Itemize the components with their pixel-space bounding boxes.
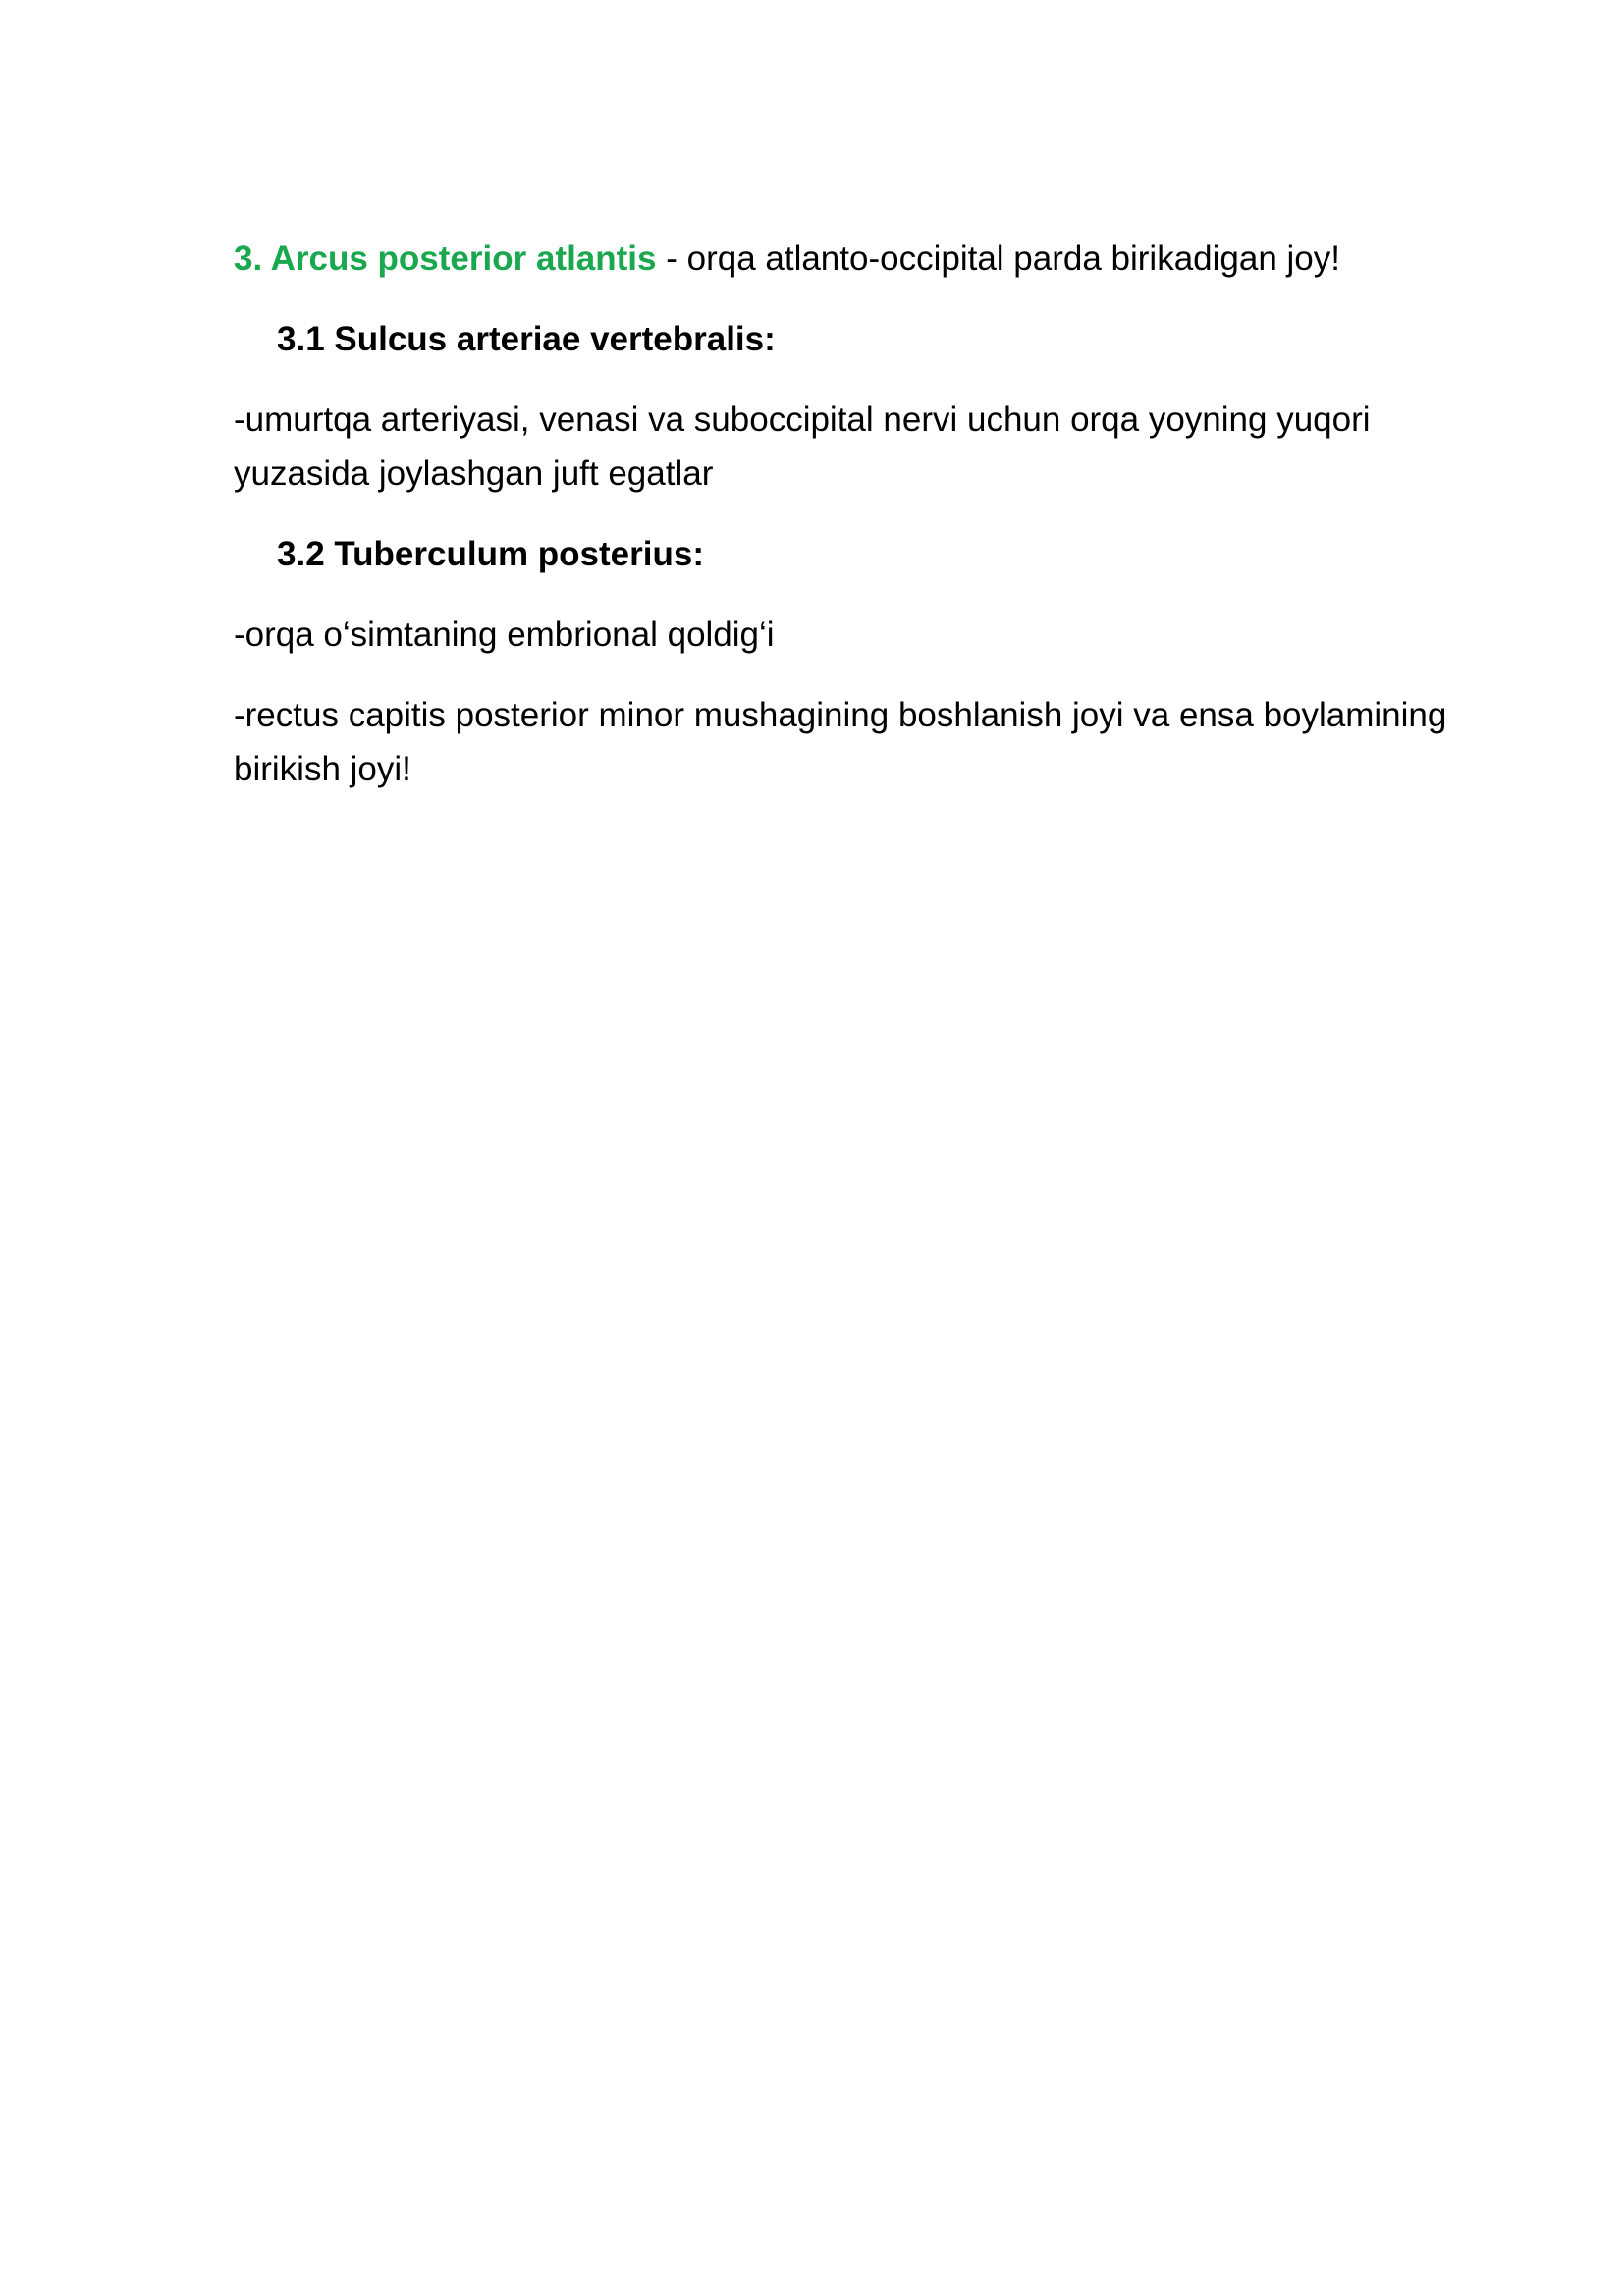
section-title-rest: - orqa atlanto-occipital parda birikadigan joy!: [656, 240, 1340, 278]
document-content: [234, 232, 1510, 823]
subsection-heading-sulcus: 3.1 Sulcus arteriae vertebralis:: [277, 320, 776, 358]
paragraph-tuberculum-muscle: -rectus capitis posterior minor mushagining boshlanish joyi va ensa boylamining birikish joyi!: [234, 696, 1447, 788]
paragraph-sulcus-description: -umurtqa arteriyasi, venasi va suboccipital nervi uchun orqa yoyning yuqori yuzasida joylashgan juft egatlar: [234, 400, 1371, 493]
section-title-green: 3. Arcus posterior atlantis: [234, 240, 657, 278]
subsection-heading-tuberculum: 3.2 Tuberculum posterius:: [277, 535, 704, 573]
section-heading: [234, 232, 1510, 286]
paragraph-tuberculum-embrional: -orqa o‘simtaning embrional qoldig‘i: [234, 615, 775, 654]
